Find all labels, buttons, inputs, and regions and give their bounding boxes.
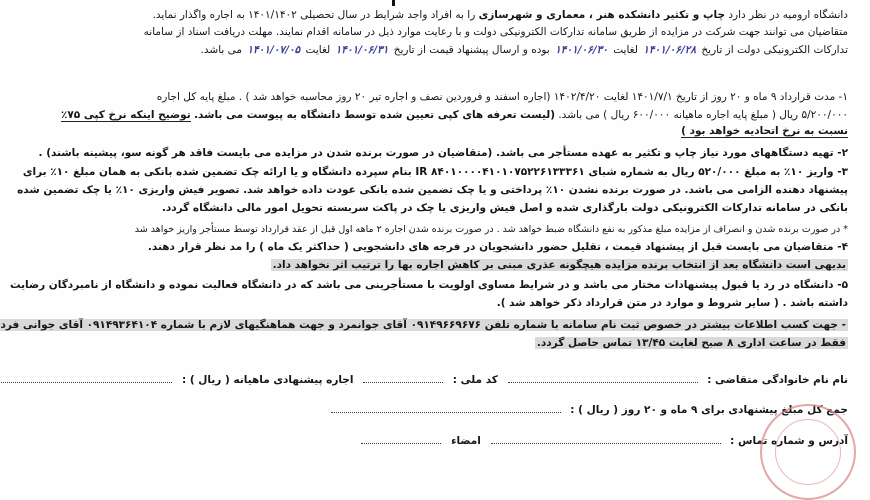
item-4-line-1: ۴- متقاضیان می بایست قبل از پیشنهاد قیمت ، تقلیل حضور دانشجویان در فرجه های دانشجویی ( حداکثر یک ماه ) را مد نظر قرار دهند.: [147, 241, 848, 253]
applicant-name-label: نام نام خانوادگی متقاضی :: [707, 374, 848, 386]
intro-line-1: [14, 8, 848, 23]
item-3-line-3: بانکی در سامانه تدارکات الکترونیکی دولت بارگذاری شده و اصل فیش واریزی یا چک در پاکت سربسته تحویل امور مالی دانشگاه گردد.: [161, 202, 848, 214]
item-1-copy-rate: توضیح اینکه نرخ کپی ۷۵٪: [60, 109, 191, 121]
item-1-union-rate: نسبت به نرخ اتحادیه خواهد بود ): [681, 125, 848, 137]
monthly-rent-field[interactable]: [0, 373, 172, 383]
item-5-line-2: داشته باشد . ( سایر شروط و موارد در متن قرارداد ذکر خواهد شد ).: [496, 297, 848, 309]
signature-field[interactable]: [361, 434, 441, 444]
applicant-name-field[interactable]: [508, 373, 698, 383]
forfeit-note: * در صورت برنده شدن و انصراف از مزایده مبلغ مذکور به نفع دانشگاه ضبط خواهد شد . در صورت برنده شدن اجاره ۲ ماهه اول قبل از عقد قرارداد توسط مستأجر واریز خواهد شد: [134, 224, 848, 235]
address-label: آدرس و شماره تماس :: [730, 435, 848, 447]
intro-dates-text-a: تدارکات الکترونیکی دولت از تاریخ: [701, 44, 848, 56]
contact-phones: - جهت کسب اطلاعات بیشتر در خصوص ثبت نام سامانه با شماره تلفن ۰۹۱۴۹۶۶۹۶۷۶ آقای جوانمرد و جهت هماهنگیهای لازم با شماره ۰۹۱۴۹۳۶۴۱۰۴ آقای جوانی فرد: [0, 319, 846, 331]
item-2: ۲- تهیه دستگاههای مورد نیاز چاپ و تکثیر به عهده مستأجر می باشد. (متقاضیان در صورت برنده شدن در مزایده می بایست فاقد هر گونه سو، پیشینه باشند) .: [38, 147, 848, 159]
intro-line-2: متقاضیان می توانند جهت شرکت در مزایده از طریق سامانه تدارکات الکترونیکی دولت و با رعایت موارد ذیل در سامانه اقدام نمایند. مهلت دریافت اسناد از سامانه: [143, 26, 848, 38]
seal-inner-ring: [775, 419, 841, 485]
contact-line-2: [14, 336, 848, 351]
intro-dates-text-b: لغایت: [613, 44, 638, 56]
address-field[interactable]: [491, 434, 721, 444]
handwritten-date-4: ۱۴۰۱/۰۷/۰۵: [247, 44, 301, 56]
intro-subject: چاپ و تکثیر دانشکده هنر ، معماری و شهرسازی: [478, 9, 726, 21]
signature-label: امضاء: [451, 435, 481, 447]
top-mark: [392, 0, 395, 6]
handwritten-date-3: ۱۴۰۱/۰۶/۳۱: [335, 44, 389, 56]
intro-dates-text-e: می باشد.: [200, 44, 243, 56]
handwritten-date-2: ۱۴۰۱/۰۶/۳۰: [555, 44, 608, 56]
item-1-base-price: ۵/۲۰۰/۰۰۰ ریال ( مبلغ پایه اجاره ماهیانه ۶۰۰/۰۰۰ ریال ) می باشد.: [558, 109, 848, 121]
monthly-rent-label: اجاره پیشنهادی ماهیانه ( ریال ) :: [182, 374, 354, 386]
total-offer-row: [14, 403, 848, 418]
intro-text-c: را به افراد واجد شرایط در سال تحصیلی ۱۴۰۱/۱۴۰۲ به اجاره واگذار نماید.: [152, 9, 476, 21]
total-offer-label: جمع کل مبلغ پیشنهادی برای ۹ ماه و ۲۰ روز ( ریال ) :: [570, 404, 848, 416]
contact-line-1: [0, 318, 848, 333]
item-5-line-1: ۵- دانشگاه در رد یا قبول پیشنهادات مختار می باشد و در شرایط مساوی اولویت با مستأجرینی می باشد که در دانشگاه فعالیت نموده و دانشگاه از نامبردگان رضایت: [9, 279, 848, 291]
intro-dates-text-d: لغایت: [305, 44, 331, 56]
item-3-line-2: پیشنهاد دهنده الزامی می باشد. در صورت برنده نشدن ۱۰٪ پرداختی و یا چک تضمین شده بانکی عودت داده خواهد شد. تصویر فیش واریزی ۱۰٪ یا چک تضمین شده: [17, 184, 848, 196]
item-4-highlighted-note: بدیهی است دانشگاه بعد از انتخاب برنده مزایده هیچگونه عذری مبنی بر کاهش اجاره بها را ترتیب اثر نخواهد داد.: [272, 259, 846, 271]
item-1-tariff-note: (لیست تعرفه های کپی تعیین شده توسط دانشگاه به پیوست می باشد.: [194, 109, 555, 121]
national-code-label: کد ملی :: [452, 374, 498, 386]
item-1-line-2: [14, 108, 848, 123]
national-code-field[interactable]: [363, 373, 443, 383]
item-4-line-2: [14, 258, 848, 273]
intro-line-3: [14, 43, 848, 58]
item-1-line-1: ۱- مدت قرارداد ۹ ماه و ۲۰ روز از تاریخ ۱۴۰۱/۷/۱ لغایت ۱۴۰۲/۴/۲۰ (اجاره اسفند و فروردین نصف و اجاره تیر ۲۰ روز محاسبه خواهد شد ) . مبلغ پایه کل اجاره: [156, 91, 848, 103]
intro-text-a: دانشگاه ارومیه در نظر دارد: [728, 9, 848, 21]
total-offer-field[interactable]: [331, 403, 561, 413]
item-3-line-1: ۳- واریز ۱۰٪ به مبلغ ۵۲۰/۰۰۰ ریال به شماره شبای IR ۸۴۰۱۰۰۰۰۴۱۰۱۰۷۵۲۲۶۱۳۳۳۶۱ بنام سپرده دانشگاه و یا ارائه چک تضمین شده بانکی به همان مبلغ ۱۰٪ برای: [22, 166, 848, 178]
item-1-line-3: [14, 124, 848, 139]
handwritten-date-1: ۱۴۰۱/۰۶/۲۸: [643, 44, 697, 56]
university-seal-stamp: [760, 404, 856, 500]
contact-hours: فقط در ساعت اداری ۸ صبح لغایت ۱۳/۴۵ تماس حاصل گردد.: [536, 337, 846, 349]
intro-dates-text-c: بوده و ارسال پیشنهاد قیمت از تاریخ: [393, 44, 550, 56]
applicant-row: [14, 373, 848, 388]
address-row: [14, 434, 848, 449]
